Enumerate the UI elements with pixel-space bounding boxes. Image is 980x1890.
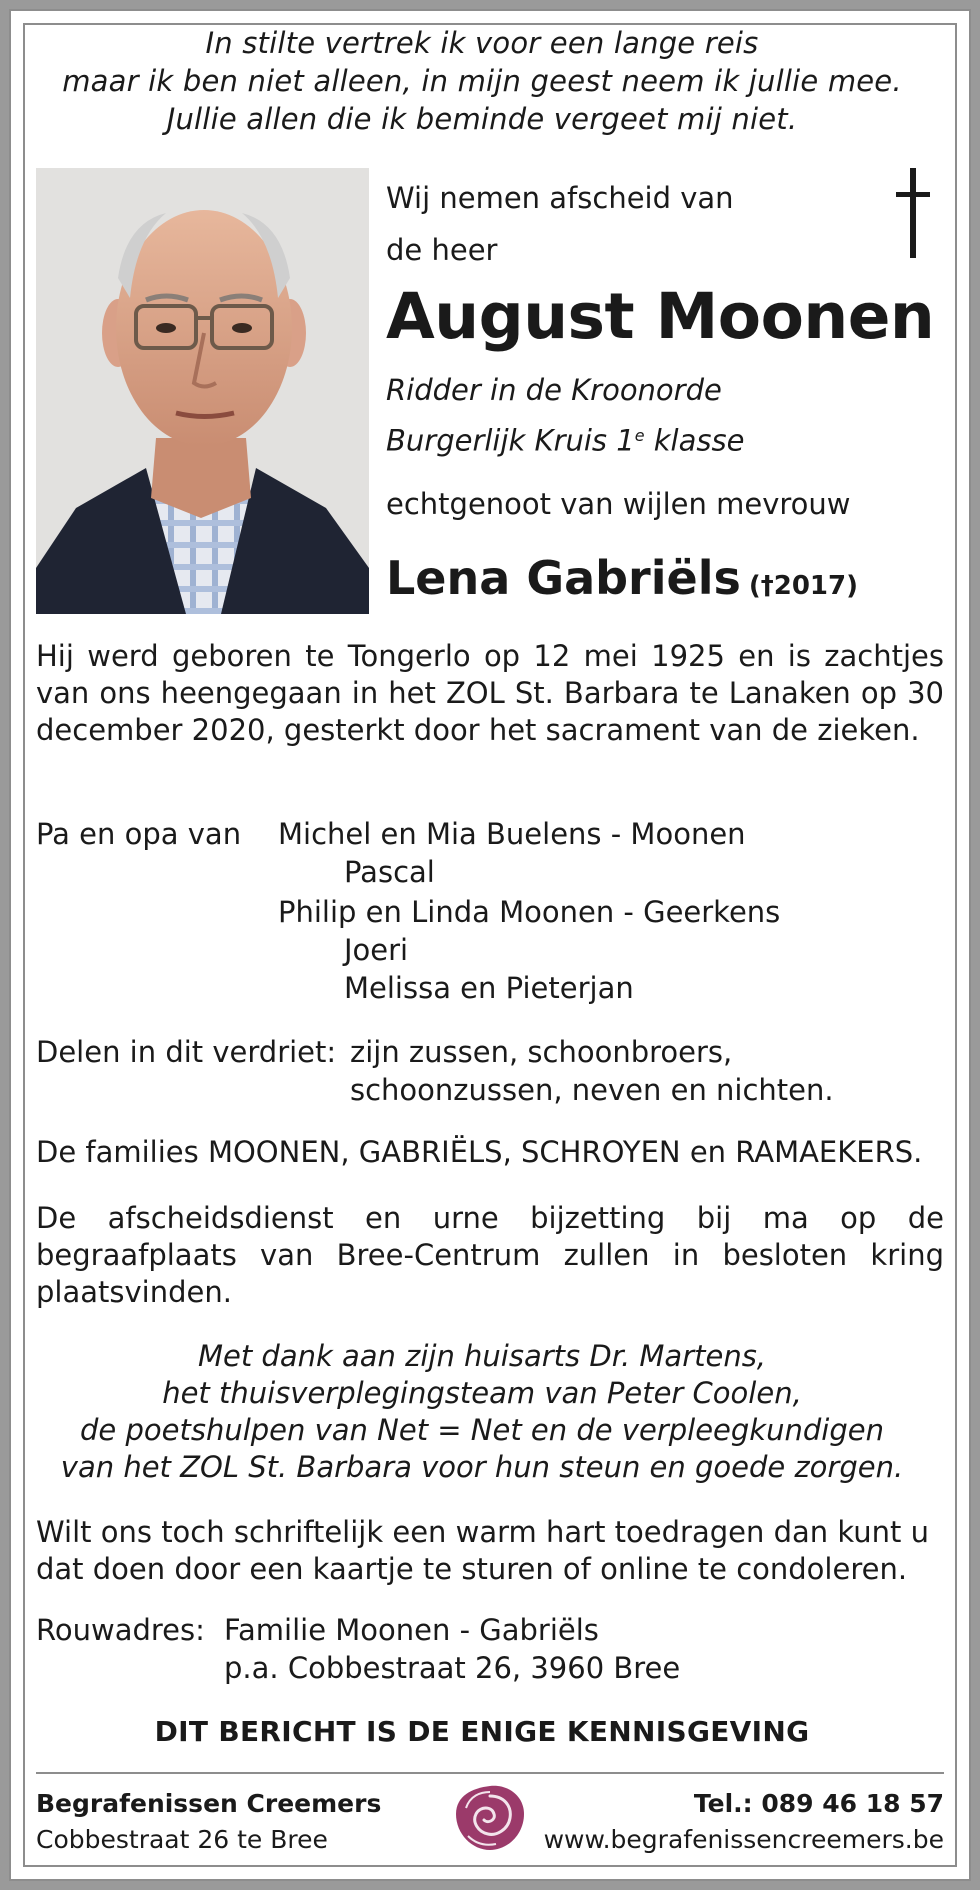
family-member: Pascal: [344, 855, 435, 889]
address-line: p.a. Cobbestraat 26, 3960 Bree: [224, 1651, 681, 1685]
poem-line: In stilte vertrek ik voor een lange reis: [205, 26, 759, 60]
families-line: De families MOONEN, GABRIËLS, SCHROYEN en RAMAEKERS.: [36, 1135, 923, 1169]
address-line: Familie Moonen - Gabriëls: [224, 1613, 599, 1647]
portrait-illustration: [36, 168, 369, 614]
honor-superscript: e: [634, 426, 645, 445]
honor-line: [386, 418, 946, 459]
poem-line: Jullie allen die ik beminde vergeet mij niet.: [166, 102, 798, 136]
funeral-home-info: [36, 1786, 381, 1858]
condolence-paragraph: Wilt ons toch schriftelijk een warm hart toedragen dan kunt u dat doen door een kaartje te sturen of online te condoleren.: [36, 1515, 929, 1586]
opening-poem: [14, 24, 950, 138]
grief-line: zijn zussen, schoonbroers,: [350, 1035, 733, 1069]
footer-divider: [36, 1772, 944, 1774]
funeral-home-contact: [544, 1786, 944, 1858]
thanks-block: [14, 1338, 950, 1486]
honor-line: Ridder in de Kroonorde: [386, 373, 722, 407]
family-member: Joeri: [344, 933, 409, 967]
family-member: Michel en Mia Buelens - Moonen: [278, 817, 746, 851]
deceased-name: August Moonen: [386, 280, 935, 353]
notice-heading: DIT BERICHT IS DE ENIGE KENNISGEVING: [154, 1715, 810, 1748]
spouse-death-year: (†2017): [748, 571, 858, 601]
spouse-intro: echtgenoot van wijlen mevrouw: [386, 487, 851, 521]
phone-number: Tel.: 089 46 18 57: [693, 1789, 944, 1818]
address-label: Rouwadres:: [36, 1613, 205, 1647]
honor-tail: klasse: [644, 423, 745, 458]
poem-line: maar ik ben niet alleen, in mijn geest neem ik jullie mee.: [62, 64, 902, 98]
grief-line: schoonzussen, neven en nichten.: [350, 1073, 834, 1107]
funeral-home-address: Cobbestraat 26 te Bree: [36, 1825, 328, 1854]
thanks-line: Met dank aan zijn huisarts Dr. Martens,: [197, 1339, 767, 1373]
grief-label: Delen in dit verdriet:: [36, 1035, 337, 1069]
portrait-photo: [36, 168, 369, 614]
thanks-line: de poetshulpen van Net = Net en de verpleegkundigen: [80, 1413, 884, 1447]
service-paragraph: De afscheidsdienst en urne bijzetting bij ma op de begraafplaats van Bree-Centrum zullen in besloten kring plaatsvinden.: [36, 1201, 944, 1309]
cross-icon: [896, 168, 930, 258]
intro-line: de heer: [386, 233, 498, 267]
birth-paragraph: Hij werd geboren te Tongerlo op 12 mei 1925 en is zachtjes van ons heengegaan in het ZOL St. Barbara te Lanaken op 30 december 2020, gesterkt door het sacrament van de zieken.: [36, 639, 944, 747]
funeral-home-name: Begrafenissen Creemers: [36, 1789, 382, 1818]
rose-logo-icon: [450, 1778, 530, 1858]
family-member: Philip en Linda Moonen - Geerkens: [278, 895, 781, 929]
spouse-name-line: [386, 550, 966, 614]
intro-line: Wij nemen afscheid van: [386, 181, 734, 215]
family-label: Pa en opa van: [36, 817, 242, 851]
honor-text: Burgerlijk Kruis 1: [386, 423, 635, 458]
thanks-line: van het ZOL St. Barbara voor hun steun en goede zorgen.: [60, 1450, 904, 1484]
website-link[interactable]: www.begrafenissencreemers.be: [543, 1825, 944, 1854]
family-member: Melissa en Pieterjan: [344, 971, 634, 1005]
spouse-name: Lena Gabriëls: [386, 551, 741, 605]
thanks-line: het thuisverplegingsteam van Peter Coolen,: [162, 1376, 802, 1410]
